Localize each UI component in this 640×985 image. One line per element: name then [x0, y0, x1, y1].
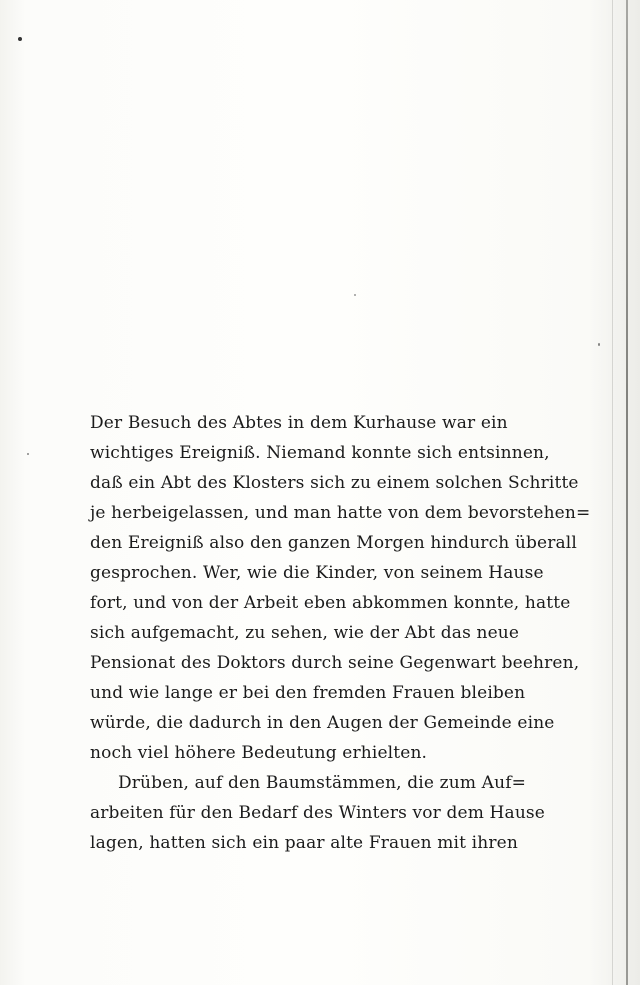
text-line: Pensionat des Doktors durch seine Gegenwart beehren,: [90, 653, 580, 673]
text-line: sich aufgemacht, zu sehen, wie der Abt das neue: [90, 623, 520, 643]
text-line: gesprochen. Wer, wie die Kinder, von seinem Hause: [90, 563, 544, 583]
text-line: noch viel höhere Bedeutung erhielten.: [90, 743, 428, 763]
text-line: daß ein Abt des Klosters sich zu einem solchen Schritte: [90, 473, 579, 493]
text-line: Der Besuch des Abtes in dem Kurhause war ein: [90, 413, 508, 433]
margin-speck: [598, 343, 600, 346]
body-text: [90, 408, 591, 858]
text-line: arbeiten für den Bedarf des Winters vor dem Hause: [90, 803, 546, 823]
margin-speck: [18, 37, 22, 41]
text-line: lagen, hatten sich ein paar alte Frauen mit ihren: [90, 833, 518, 853]
margin-speck: [354, 294, 356, 296]
text-line: würde, die dadurch in den Augen der Gemeinde eine: [90, 713, 555, 733]
text-line: Drüben, auf den Baumstämmen, die zum Auf=: [118, 773, 527, 793]
page-spine-line: [626, 0, 628, 985]
margin-speck: [27, 453, 29, 455]
page-edge-shadow: [612, 0, 613, 985]
text-line: und wie lange er bei den fremden Frauen bleiben: [90, 683, 526, 703]
text-line: fort, und von der Arbeit eben abkommen konnte, hatte: [90, 593, 571, 613]
text-line: je herbeigelassen, und man hatte von dem bevorstehen=: [90, 503, 591, 523]
text-line: den Ereigniß also den ganzen Morgen hindurch überall: [90, 533, 577, 553]
text-line: wichtiges Ereigniß. Niemand konnte sich entsinnen,: [90, 443, 550, 463]
